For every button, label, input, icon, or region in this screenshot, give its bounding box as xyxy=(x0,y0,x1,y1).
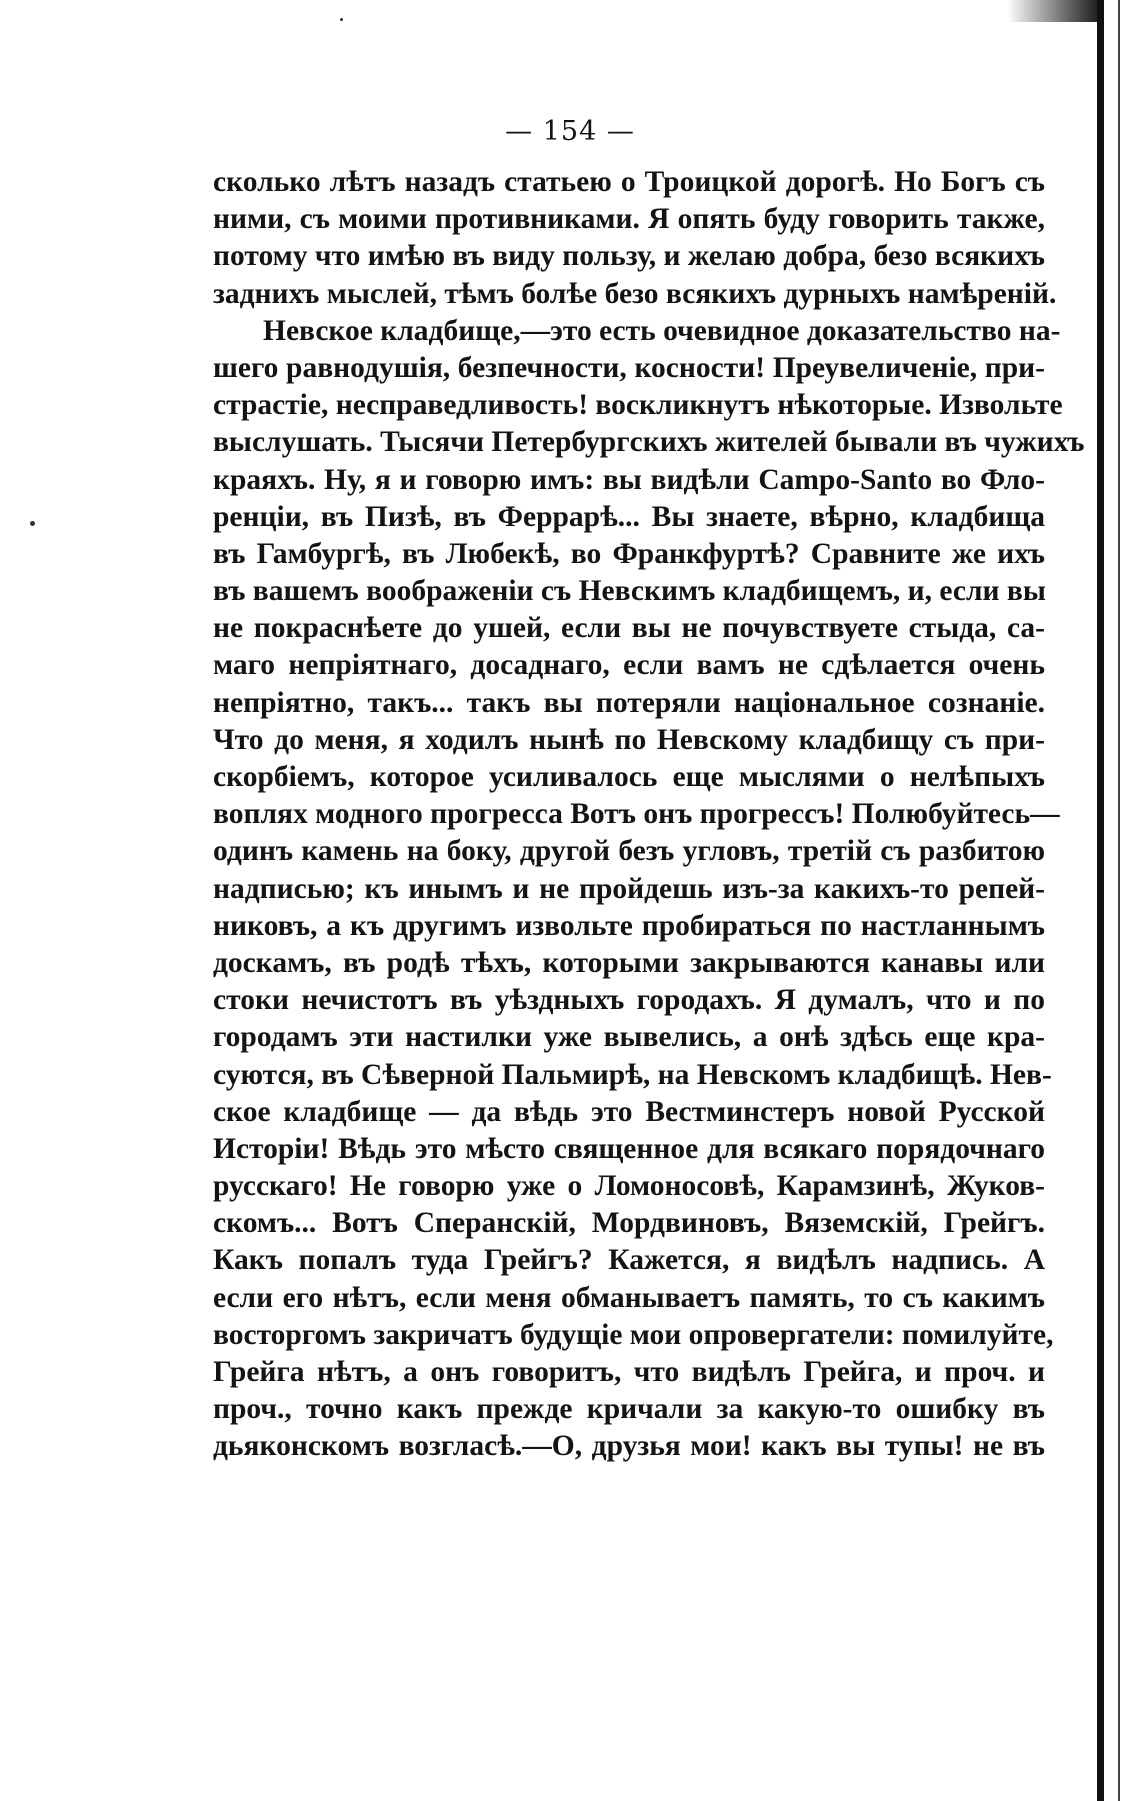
text-line: русскаго! Не говорю уже о Ломоносовѣ, Карамзинѣ, Жуков- xyxy=(213,1170,1045,1203)
body-text xyxy=(213,164,1085,1466)
text-line: въ вашемъ воображеніи съ Невскимъ кладбищемъ, и, если вы xyxy=(213,575,1046,608)
scan-edge-smudge xyxy=(1007,0,1097,22)
text-line: Исторіи! Вѣдь это мѣсто священное для всякаго порядочнаго xyxy=(213,1132,1045,1165)
text-line: ними, съ моими противниками. Я опять буду говорить также, xyxy=(213,203,1045,236)
text-line: скорбіемъ, которое усиливалось еще мыслями о нелѣпыхъ xyxy=(213,761,1045,793)
text-line: сколько лѣтъ назадъ статьею о Троицкой дорогѣ. Но Богъ съ xyxy=(213,166,1045,198)
text-line: суются, въ Сѣверной Пальмирѣ, на Невскомъ кладбищѣ. Нев- xyxy=(213,1058,1052,1091)
text-line: городамъ эти настилки уже вывелись, а онѣ здѣсь еще кра- xyxy=(213,1021,1045,1054)
text-line: Какъ попалъ туда Грейгъ? Кажется, я видѣлъ надпись. А xyxy=(213,1244,1045,1277)
text-line: шего равнодушія, безпечности, косности! Преувеличеніе, при- xyxy=(213,351,1045,384)
text-line: въ Гамбургѣ, въ Любекѣ, во Франкфуртѣ? Сравните же ихъ xyxy=(213,537,1045,570)
scan-edge-border xyxy=(1097,0,1104,1801)
ink-speck xyxy=(340,18,343,21)
page-number: — 154 — xyxy=(505,116,635,147)
text-line: страстіе, несправедливость! воскликнутъ нѣкоторые. Извольте xyxy=(213,389,1063,422)
ink-speck xyxy=(30,521,35,526)
text-line: воплях модного прогресса Вотъ онъ прогрессъ! Полюбуйтесь— xyxy=(213,798,1060,831)
text-line: Грейга нѣтъ, а онъ говоритъ, что видѣлъ Грейга, и проч. и xyxy=(213,1356,1045,1388)
text-line: выслушать. Тысячи Петербургскихъ жителей бывали въ чужихъ xyxy=(213,426,1085,459)
text-line: восторгомъ закричатъ будущіе мои опровергатели: помилуйте, xyxy=(213,1318,1054,1351)
text-line: доскамъ, въ родѣ тѣхъ, которыми закрываются канавы или xyxy=(213,946,1045,979)
text-line: проч., точно какъ прежде кричали за какую-то ошибку въ xyxy=(213,1393,1045,1426)
text-line: ренціи, въ Пизѣ, въ Феррарѣ... Вы знаете, вѣрно, кладбища xyxy=(213,500,1045,533)
text-line: краяхъ. Ну, я и говорю имъ: вы видѣли Campo-Santo во Фло- xyxy=(213,463,1045,496)
text-line: Что до меня, я ходилъ нынѣ по Невскому кладбищу съ при- xyxy=(213,723,1045,756)
text-line: скомъ... Вотъ Сперанскій, Мордвиновъ, Вяземскій, Грейгъ. xyxy=(213,1207,1045,1240)
text-line: Невское кладбище,—это есть очевидное доказательство на- xyxy=(263,314,1061,347)
text-line: никовъ, а къ другимъ извольте пробираться по настланнымъ xyxy=(213,909,1045,942)
scan-edge-line xyxy=(1118,0,1120,1801)
text-line: не покраснѣете до ушей, если вы не почувствуете стыда, са- xyxy=(213,612,1045,645)
text-line: стоки нечистотъ въ уѣздныхъ городахъ. Я думалъ, что и по xyxy=(213,984,1045,1017)
text-line: маго непріятнаго, досаднаго, если вамъ не сдѣлается очень xyxy=(213,649,1045,682)
text-line: дьяконскомъ возгласѣ.—О, друзья мои! какъ вы тупы! не въ xyxy=(213,1430,1045,1463)
text-line: потому что имѣю въ виду пользу, и желаю добра, безо всякихъ xyxy=(213,240,1045,273)
text-line: ское кладбище — да вѣдь это Вестминстеръ новой Русской xyxy=(213,1095,1045,1128)
text-line: одинъ камень на боку, другой безъ угловъ, третій съ разбитою xyxy=(213,835,1045,868)
text-line: если его нѣтъ, если меня обманываетъ память, то съ какимъ xyxy=(213,1281,1045,1314)
text-line: надписью; къ инымъ и не пройдешь изъ-за какихъ-то репей- xyxy=(213,872,1045,905)
text-line: непріятно, такъ... такъ вы потеряли національное сознаніе. xyxy=(213,686,1045,719)
text-line: заднихъ мыслей, тѣмъ болѣе безо всякихъ дурныхъ намѣреній. xyxy=(213,277,1057,310)
